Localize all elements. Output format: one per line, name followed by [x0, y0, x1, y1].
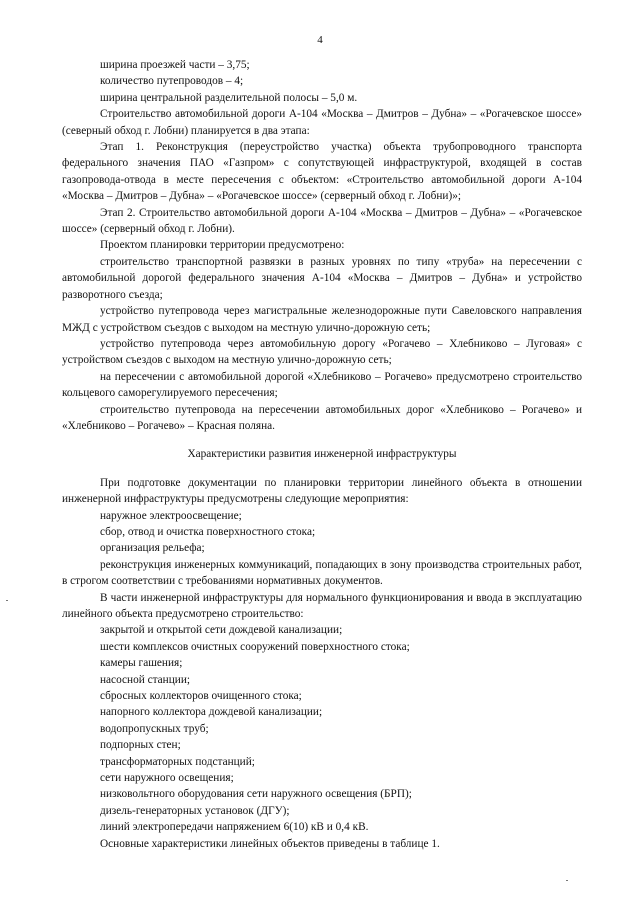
project-item: строительство путепровода на пересечении автомобильных дорог «Хлебниково – Рогачево» и «Хлебниково – Рогачево» – Красная поляна.	[62, 403, 582, 432]
construction-item: дизель-генераторных установок (ДГУ);	[100, 804, 290, 817]
stage-2-paragraph: Этап 2. Строительство автомобильной дороги А-104 «Москва – Дмитров – Дубна» – «Рогачевское шоссе» (серверный обход г. Лобни).	[62, 206, 582, 236]
project-intro: Проектом планировки территории предусмотрено:	[100, 239, 345, 252]
stage-1-paragraph: Этап 1. Реконструкция (переустройство участка) объекта трубопроводного транспорта федерального значения ПАО «Газпром» с сопутствующей инфраструктурой, входящей в состав газопровода-отвода в месте пересечения с объектом: «Строительство автомобильной дороги А-104 «Москва – Дмитров – Дубна» – «Рогачевское шоссе» (серверный обход г. Лобни)»;	[62, 141, 582, 203]
construction-item: линий электропередачи напряжением 6(10) кВ и 0,4 кВ.	[100, 821, 369, 834]
engineering-item: наружное электроосвещение;	[100, 509, 242, 522]
construction-item: шести комплексов очистных сооружений поверхностного стока;	[100, 640, 410, 653]
construction-item: насосной станции;	[100, 673, 191, 686]
construction-item: закрытой и открытой сети дождевой канализации;	[100, 624, 343, 637]
engineering-item: сбор, отвод и очистка поверхностного стока;	[100, 525, 316, 538]
engineering-item: организация рельефа;	[100, 542, 205, 555]
top-list-item: количество путепроводов – 4;	[100, 75, 244, 88]
top-list-item: ширина центральной разделительной полосы – 5,0 м.	[100, 91, 358, 104]
construction-item: сети наружного освещения;	[100, 772, 234, 785]
intro-paragraph: Строительство автомобильной дороги А-104 «Москва – Дмитров – Дубна» – «Рогачевское шоссе» (северный обход г. Лобни) планируется в два этапа:	[62, 108, 582, 137]
project-item: на пересечении с автомобильной дорогой «Хлебниково – Рогачево» предусмотрено строительство кольцевого саморегулируемого пересечения;	[62, 370, 582, 400]
scan-speck	[566, 880, 568, 881]
top-list-item: ширина проезжей части – 3,75;	[100, 59, 250, 71]
project-item: устройство путепровода через магистральные железнодорожные пути Савеловского направления МЖД с устройством съездов с выходом на местную улично-дорожную сеть;	[62, 305, 582, 334]
project-item: устройство путепровода через автомобильную дорогу «Рогачево – Хлебниково – Луговая» с устройством съездов с выходом на местную улично-дорожную сеть;	[62, 337, 582, 367]
construction-item: камеры гашения;	[100, 657, 183, 670]
construction-item: водопропускных труб;	[100, 722, 209, 735]
engineering-intro: При подготовке документации по планировки территории линейного объекта в отношении инженерной инфраструктуры предусмотрены следующие мероприятия:	[62, 476, 582, 506]
document-body	[62, 57, 582, 852]
construction-intro: В части инженерной инфраструктуры для нормального функционирования и ввода в эксплуатацию линейного объекта предусмотрено строительство:	[62, 591, 582, 620]
construction-item: низковольтного оборудования сети наружного освещения (БРП);	[100, 788, 412, 801]
construction-item: подпорных стен;	[100, 739, 181, 752]
construction-item: сбросных коллекторов очищенного стока;	[100, 690, 302, 703]
construction-item: трансформаторных подстанций;	[100, 755, 255, 768]
closing-sentence: Основные характеристики линейных объектов приведены в таблице 1.	[100, 837, 440, 850]
construction-item: напорного коллектора дождевой канализации;	[100, 706, 323, 719]
page-number: 4	[317, 34, 323, 46]
engineering-item: реконструкция инженерных коммуникаций, попадающих в зону производства строительных работ, в строгом соответствии с требованиями нормативных документов.	[62, 558, 582, 588]
section-heading: Характеристики развития инженерной инфраструктуры	[187, 448, 457, 461]
project-item: строительство транспортной развязки в разных уровнях по типу «труба» на пересечении с автомобильной дорогой федерального значения А-104 «Москва – Дмитров – Дубна» и устройство разворотного съезда;	[62, 255, 582, 301]
scan-speck	[6, 600, 8, 601]
